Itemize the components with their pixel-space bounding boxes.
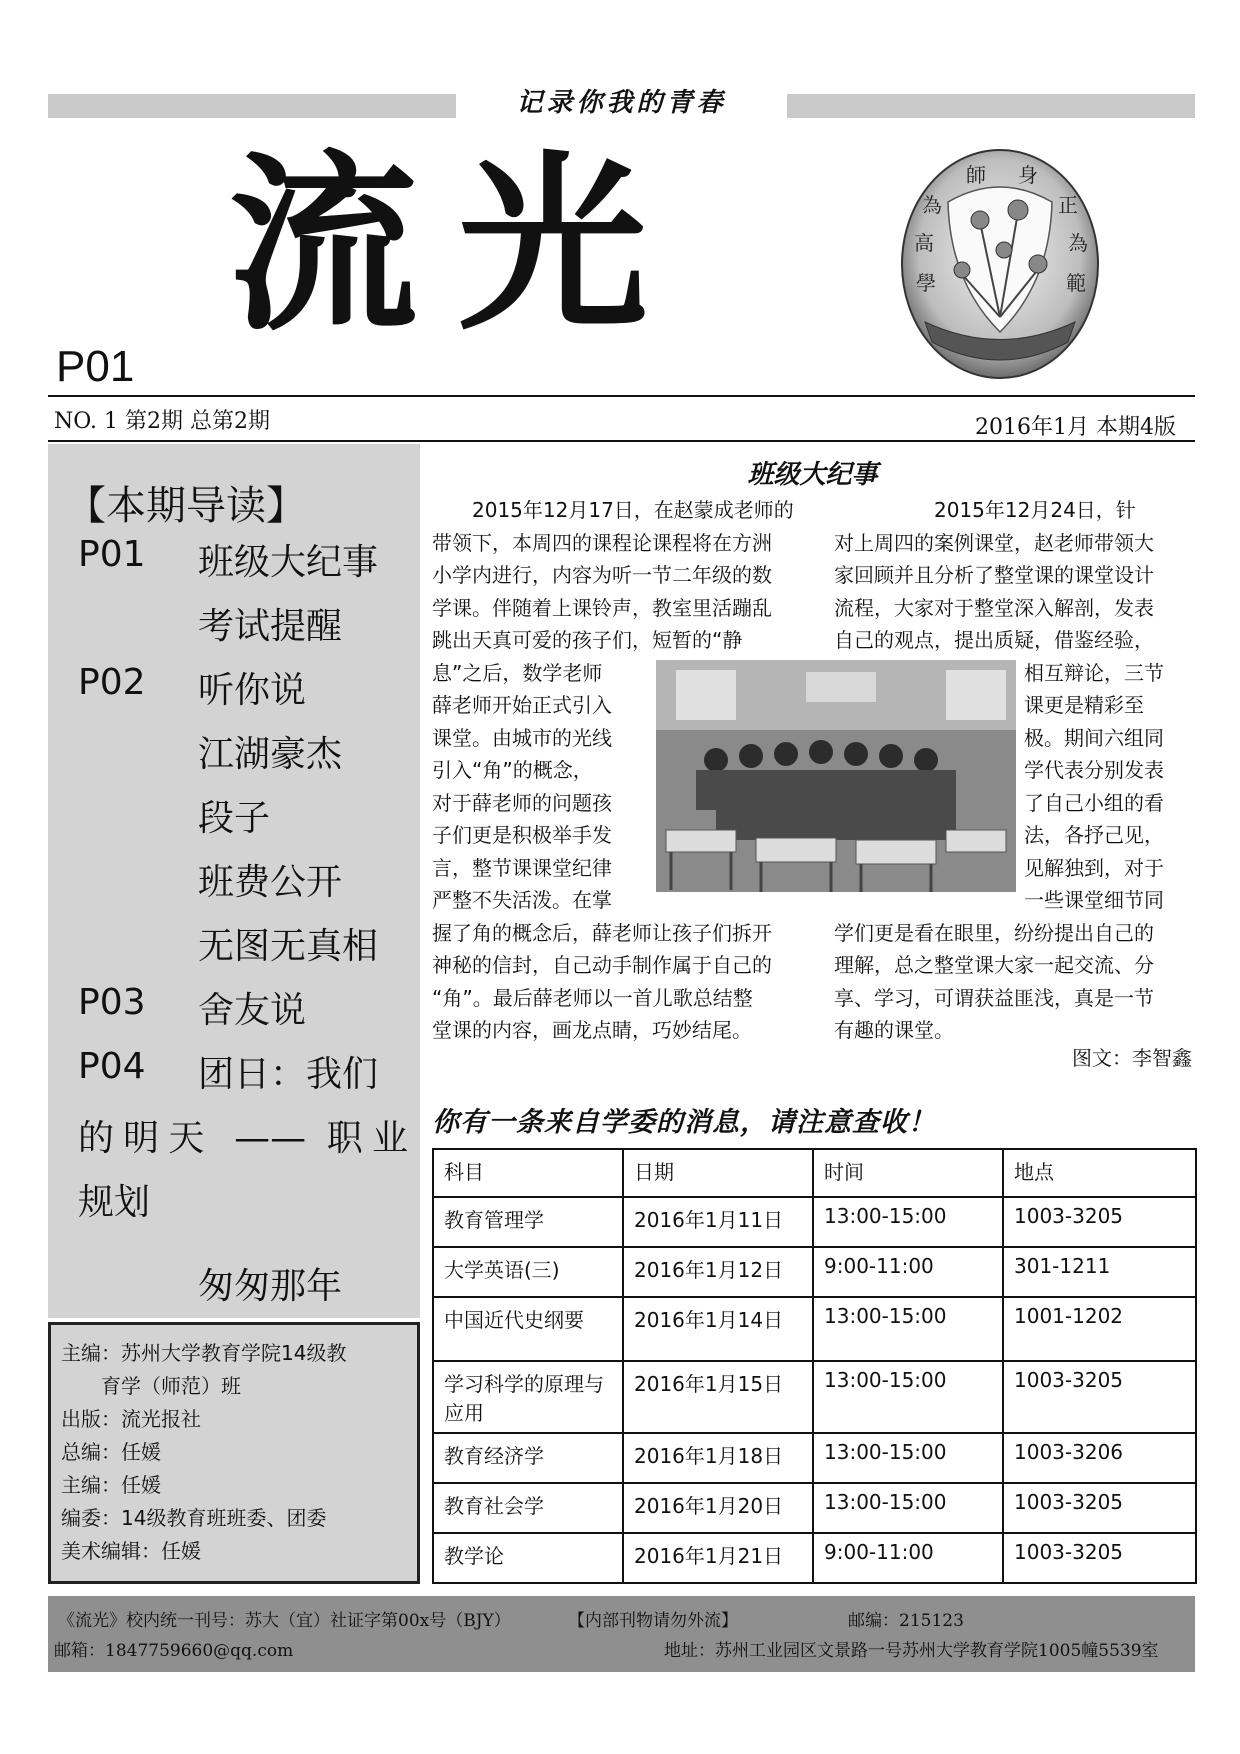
table-cell: 1003-3205	[1003, 1197, 1196, 1247]
article-line: 课更是精彩至	[1024, 693, 1144, 717]
footer-bar	[48, 1596, 1195, 1672]
article-line: 堂课的内容，画龙点睛，巧妙结尾。	[432, 1018, 752, 1042]
table-cell: 教育社会学	[433, 1483, 623, 1533]
table-row	[433, 1483, 1196, 1533]
guide-item[interactable]: 班费公开	[198, 862, 343, 903]
guide-item[interactable]: 的明天 —— 职业	[78, 1118, 408, 1159]
table-cell: 2016年1月18日	[623, 1433, 813, 1483]
emblem-char: 師	[966, 163, 986, 187]
table-row	[433, 1197, 1196, 1247]
table-cell: 1003-3205	[1003, 1533, 1196, 1583]
tagline: 记录你我的青春	[516, 88, 727, 118]
table-cell: 9:00-11:00	[813, 1533, 1003, 1583]
article-line: 严整不失活泼。在掌	[432, 888, 612, 912]
article-line: 学课。伴随着上课铃声，教室里活蹦乱	[432, 595, 772, 620]
table-header-cell: 地点	[1003, 1149, 1196, 1197]
article-line: 流程，大家对于整堂深入解剖，发表	[834, 595, 1154, 620]
article-line: “角”。最后薛老师以一首儿歌总结整	[432, 985, 753, 1010]
guide-item[interactable]: 舍友说	[198, 990, 307, 1031]
article-title: 班级大纪事	[747, 460, 878, 490]
guide-item[interactable]: 无图无真相	[198, 926, 379, 967]
table-cell: 1001-1202	[1003, 1297, 1196, 1361]
article-line: 家回顾并且分析了整堂课的课堂设计	[834, 563, 1154, 587]
table-cell: 13:00-15:00	[813, 1297, 1003, 1361]
article-line: 2015年12月24日，针	[834, 498, 1136, 522]
table-cell: 教育管理学	[433, 1197, 623, 1247]
emblem-char: 為	[1068, 231, 1088, 255]
table-header-cell: 时间	[813, 1149, 1003, 1197]
article-line: 跳出天真可爱的孩子们，短暂的“静	[432, 628, 743, 652]
table-cell: 2016年1月15日	[623, 1361, 813, 1433]
emblem-seal	[900, 142, 1100, 382]
article-line: 有趣的课堂。	[834, 1018, 954, 1042]
emblem-char: 範	[1066, 271, 1086, 295]
article-line: 薛老师开始正式引入	[432, 693, 612, 717]
emblem-char: 學	[916, 271, 936, 295]
exam-table	[432, 1148, 1197, 1584]
header-rule-top	[48, 395, 1195, 397]
credit-line: 主编：苏州大学教育学院14级教	[61, 1341, 347, 1365]
credit-line: 育学（师范）班	[61, 1374, 241, 1398]
article-line: 息”之后，数学老师	[432, 660, 603, 685]
article-line: 小学内进行，内容为听一节二年级的数	[432, 563, 772, 587]
guide-item[interactable]: 江湖豪杰	[198, 734, 343, 775]
editorial-credits	[48, 1322, 420, 1584]
masthead-title: 流光	[228, 133, 689, 356]
article-line: 课堂。由城市的光线	[432, 725, 612, 750]
header-bar-right	[787, 94, 1195, 118]
credit-line: 出版：流光报社	[61, 1407, 201, 1431]
guide-item[interactable]: 听你说	[198, 670, 307, 711]
table-header-cell: 科目	[433, 1149, 623, 1197]
article-line: 自己的观点，提出质疑，借鉴经验，	[834, 628, 1154, 652]
table-cell: 13:00-15:00	[813, 1483, 1003, 1533]
article-line: 2015年12月17日，在赵蒙成老师的	[432, 498, 794, 522]
table-cell: 2016年1月21日	[623, 1533, 813, 1583]
article-line: 握了角的概念后，薛老师让孩子们拆开	[432, 920, 772, 945]
credit-line: 主编：任媛	[61, 1473, 161, 1497]
guide-item[interactable]: 匆匆那年	[198, 1266, 343, 1307]
guide-item[interactable]: 考试提醒	[198, 606, 343, 647]
exam-schedule	[432, 1148, 1197, 1584]
guide-item[interactable]: 段子	[198, 798, 271, 839]
table-row	[433, 1361, 1196, 1433]
guide-page-label: P04	[78, 1046, 146, 1087]
table-cell: 中国近代史纲要	[433, 1297, 623, 1361]
table-cell: 13:00-15:00	[813, 1361, 1003, 1433]
footer-address: 地址：苏州工业园区文景路一号苏州大学教育学院1005幢5539室	[664, 1641, 1159, 1661]
table-header-row	[433, 1149, 1196, 1197]
article-line: 一些课堂细节同	[1024, 888, 1164, 912]
article-line: 了自己小组的看	[1024, 790, 1164, 815]
header-rule-bottom	[48, 440, 1195, 442]
table-cell: 301-1211	[1003, 1247, 1196, 1297]
table-row	[433, 1297, 1196, 1361]
guide-page-label: P01	[78, 534, 146, 575]
table-row	[433, 1533, 1196, 1583]
classroom-photo-graphic	[656, 660, 1016, 892]
article-line: 子们更是积极举手发	[432, 823, 612, 847]
table-cell: 大学英语(三)	[433, 1247, 623, 1297]
emblem-char: 身	[1018, 163, 1038, 187]
article-line: 带领下，本周四的课程论课程将在方洲	[432, 530, 772, 555]
guide-title: 【本期导读】	[66, 483, 306, 529]
page-number: P01	[56, 342, 135, 391]
guide-page-label: P02	[78, 662, 146, 703]
article-line: 学们更是看在眼里，纷纷提出自己的	[834, 920, 1154, 945]
guide-item[interactable]: 规划	[78, 1182, 151, 1223]
footer-email: 邮箱：1847759660@qq.com	[54, 1641, 294, 1661]
issue-info: NO. 1 第2期 总第2期	[54, 409, 270, 434]
guide-item[interactable]: 班级大纪事	[198, 542, 379, 583]
table-cell: 教育经济学	[433, 1433, 623, 1483]
emblem-char: 高	[914, 231, 934, 255]
table-cell: 学习科学的原理与应用	[433, 1361, 623, 1433]
emblem-graphic	[900, 142, 1100, 382]
article-line: 学代表分别发表	[1024, 758, 1164, 782]
article-line: 理解，总之整堂课大家一起交流、分	[834, 953, 1154, 977]
article-line: 言，整节课课堂纪律	[432, 855, 612, 880]
article-line: 法，各抒己见，	[1024, 823, 1164, 847]
table-row	[433, 1247, 1196, 1297]
article-line: 引入“角”的概念，	[432, 758, 593, 782]
table-cell: 9:00-11:00	[813, 1247, 1003, 1297]
article-line: 相互辩论，三节	[1024, 660, 1164, 685]
issue-guide	[48, 444, 420, 1318]
header-bar-left	[48, 94, 456, 118]
article-line: 极。期间六组同	[1024, 725, 1164, 750]
guide-item[interactable]: 团日：我们	[198, 1054, 379, 1095]
footer-registration: 《流光》校内统一刊号：苏大（宜）社证字第00x号（BJY）	[58, 1611, 511, 1631]
classroom-photo	[656, 660, 1016, 892]
credit-line: 美术编辑：任媛	[61, 1539, 201, 1563]
table-cell: 1003-3205	[1003, 1361, 1196, 1433]
table-cell: 13:00-15:00	[813, 1433, 1003, 1483]
guide-page-label: P03	[78, 982, 146, 1023]
article-line: 神秘的信封，自己动手制作属于自己的	[432, 953, 772, 977]
article-credit: 图文：李智鑫	[1072, 1046, 1192, 1070]
emblem-char: 為	[922, 193, 942, 217]
table-row	[433, 1433, 1196, 1483]
table-cell: 1003-3206	[1003, 1433, 1196, 1483]
credit-line: 编委：14级教育班班委、团委	[61, 1506, 327, 1530]
article-line: 对于薛老师的问题孩	[432, 790, 612, 815]
table-cell: 2016年1月11日	[623, 1197, 813, 1247]
table-cell: 2016年1月14日	[623, 1297, 813, 1361]
table-cell: 1003-3205	[1003, 1483, 1196, 1533]
table-header-cell: 日期	[623, 1149, 813, 1197]
notice-title: 你有一条来自学委的消息，请注意查收！	[432, 1107, 936, 1138]
footer-postcode: 邮编：215123	[848, 1611, 964, 1631]
table-cell: 2016年1月20日	[623, 1483, 813, 1533]
emblem-char: 正	[1058, 193, 1078, 217]
table-cell: 13:00-15:00	[813, 1197, 1003, 1247]
article-line: 对上周四的案例课堂，赵老师带领大	[834, 530, 1154, 555]
credit-line: 总编：任媛	[61, 1440, 161, 1464]
article-line: 享、学习，可谓获益匪浅，真是一节	[834, 985, 1154, 1010]
footer-internal-notice: 【内部刊物请勿外流】	[568, 1611, 738, 1631]
table-cell: 教学论	[433, 1533, 623, 1583]
table-cell: 2016年1月12日	[623, 1247, 813, 1297]
article-line: 见解独到，对于	[1024, 855, 1164, 880]
date-info: 2016年1月 本期4版	[975, 415, 1176, 440]
